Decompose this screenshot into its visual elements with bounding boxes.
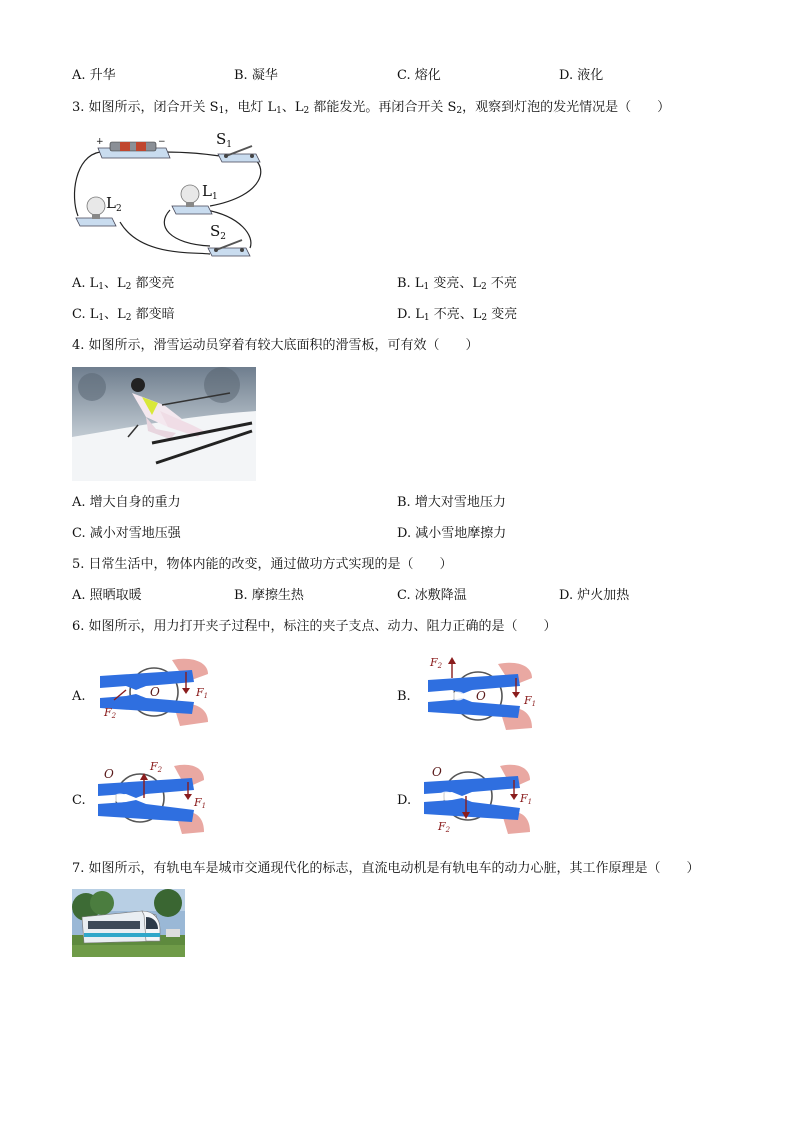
q3-option-b: B. $L_1$ 变亮、$L_2$ 不亮 xyxy=(397,276,517,292)
q5-option-d: D. 炉火加热 xyxy=(559,588,630,603)
clip-d-f2-label: F2 xyxy=(438,820,451,834)
q2-option-d: D. 液化 xyxy=(559,68,604,83)
clip-a-f1-label: F1 xyxy=(196,686,209,700)
switch-s1-label: $S_1$ xyxy=(216,130,233,150)
q7-stem: 7. 如图所示，有轨电车是城市交通现代化的标志，直流电动机是有轨电车的动力心脏，其工作原理是（ ） xyxy=(72,861,700,876)
clip-c-pivot-label: O xyxy=(104,767,114,781)
q6-option-d-label: D. xyxy=(397,793,412,808)
switch-s2-icon xyxy=(208,240,250,256)
q6-clip-figure-b xyxy=(422,654,537,734)
lamp-l1-label: $L_1$ xyxy=(202,182,218,202)
q4-option-a: A. 增大自身的重力 xyxy=(72,495,181,510)
q6-clip-figure-d xyxy=(420,756,532,836)
tram-icon xyxy=(82,911,160,943)
battery-plus-label: + xyxy=(96,137,104,147)
clip-d-f1-label: F1 xyxy=(520,792,533,806)
clip-a-pivot-label: O xyxy=(150,685,160,699)
q6-option-b-label: B. xyxy=(397,689,411,704)
q6-option-c-label: C. xyxy=(72,793,86,808)
clip-c-f2-label: F2 xyxy=(150,760,163,774)
q6-option-a-label: A. xyxy=(72,689,86,704)
clip-d-pivot-label: O xyxy=(432,765,442,779)
q5-stem: 5. 日常生活中，物体内能的改变，通过做功方式实现的是（ ） xyxy=(72,557,453,572)
lamp-l2-label: $L_2$ xyxy=(106,194,122,214)
q3-option-a: A. $L_1$、$L_2$ 都变亮 xyxy=(72,276,175,292)
switch-s1-icon xyxy=(218,146,260,162)
clip-b-pivot-label: O xyxy=(476,689,486,703)
q3-option-c: C. $L_1$、$L_2$ 都变暗 xyxy=(72,307,175,323)
q5-option-b: B. 摩擦生热 xyxy=(234,588,304,603)
q4-option-d: D. 减小雪地摩擦力 xyxy=(397,526,507,541)
q3-stem: 3. 如图所示，闭合开关 $S_1$，电灯 $L_1$、$L_2$ 都能发光。再闭合开关 $S_2$，观察到灯泡的发光情况是（ ） xyxy=(72,100,671,116)
q3-option-d: D. $L_1$ 不亮、$L_2$ 变亮 xyxy=(397,307,518,323)
q5-option-c: C. 冰敷降温 xyxy=(397,588,467,603)
q6-clip-figure-a xyxy=(96,656,210,728)
q3-circuit-figure xyxy=(70,126,270,262)
clip-a-f2-label: F2 xyxy=(104,706,117,720)
q4-skier-photo xyxy=(72,367,256,481)
q5-option-a: A. 照晒取暖 xyxy=(72,588,142,603)
q6-clip-figure-c xyxy=(94,754,206,836)
q2-option-c: C. 熔化 xyxy=(397,68,441,83)
clip-b-f1-label: F1 xyxy=(524,694,537,708)
battery-minus-label: − xyxy=(158,137,166,147)
switch-s2-label: $S_2$ xyxy=(210,222,227,242)
q6-stem: 6. 如图所示，用力打开夹子过程中，标注的夹子支点、动力、阻力正确的是（ ） xyxy=(72,619,557,634)
clip-b-f2-label: F2 xyxy=(430,656,443,670)
q4-option-c: C. 减小对雪地压强 xyxy=(72,526,181,541)
clip-c-f1-label: F1 xyxy=(194,796,207,810)
q2-option-b: B. 凝华 xyxy=(234,68,278,83)
q4-option-b: B. 增大对雪地压力 xyxy=(397,495,506,510)
q4-stem: 4. 如图所示，滑雪运动员穿着有较大底面积的滑雪板，可有效（ ） xyxy=(72,338,479,353)
q2-option-a: A. 升华 xyxy=(72,68,116,83)
q7-tram-photo xyxy=(72,889,185,957)
